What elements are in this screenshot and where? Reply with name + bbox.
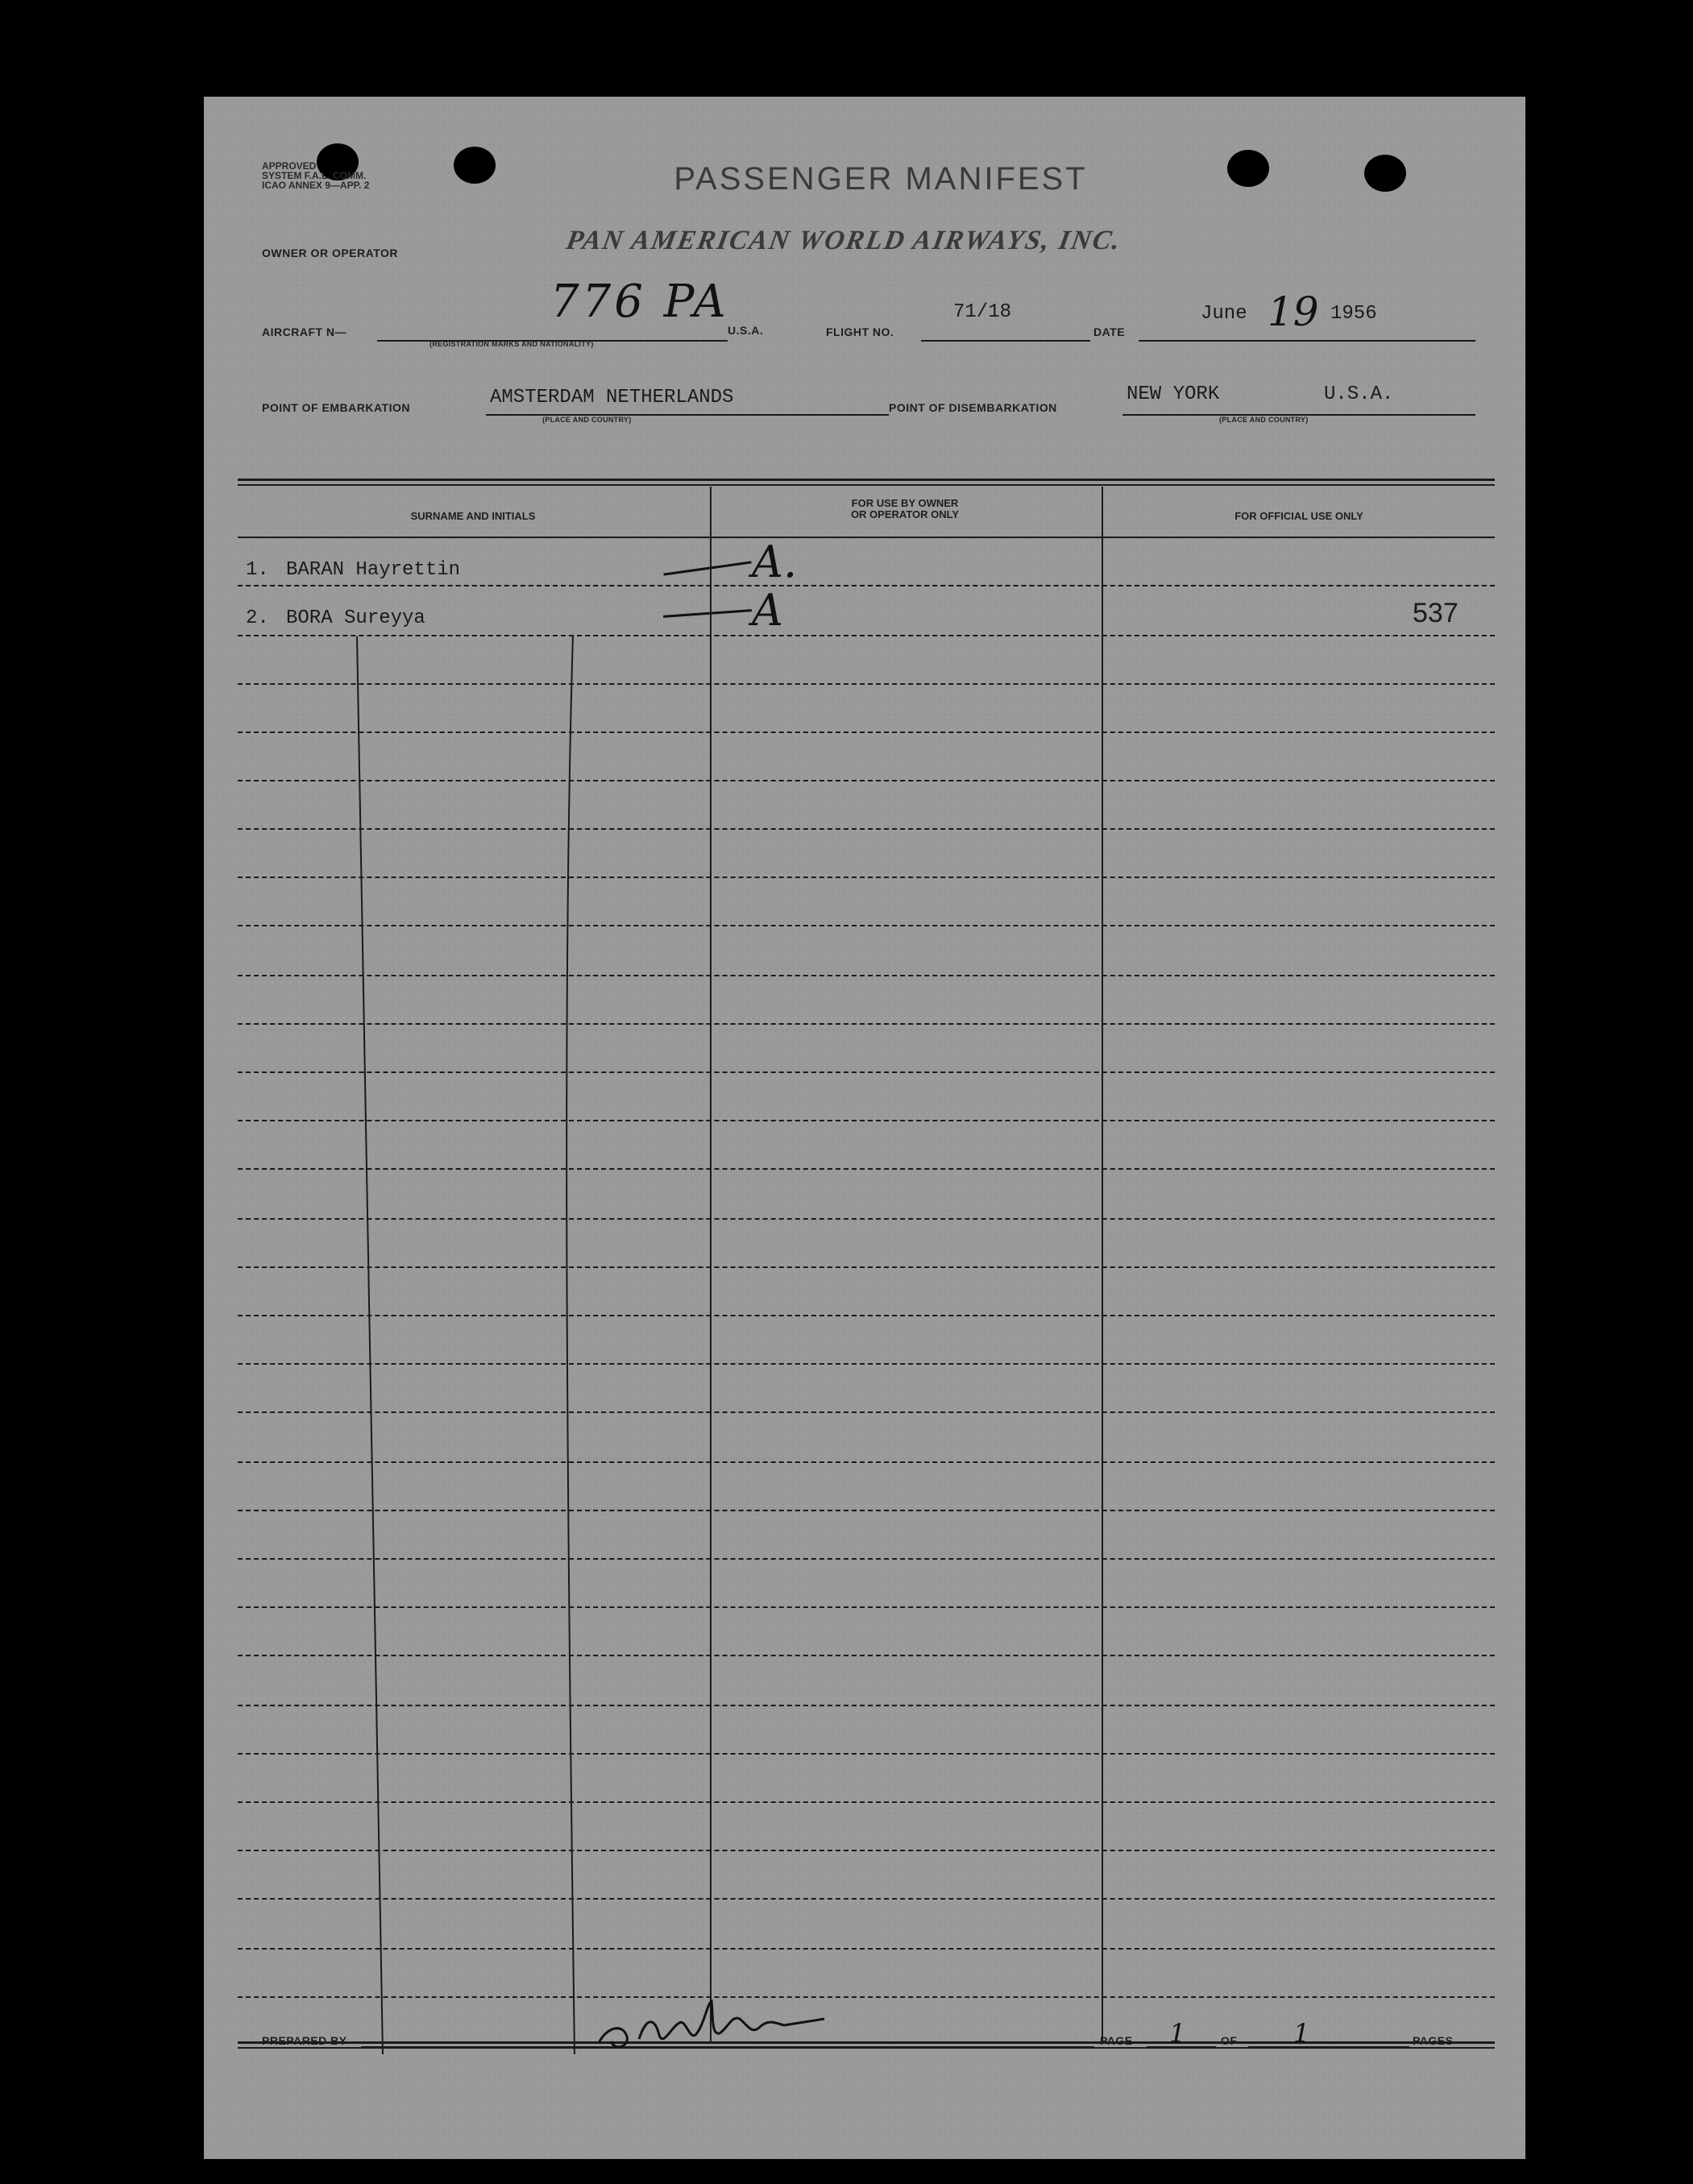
aircraft-value: 776 PA [550,276,729,328]
approval-line: APPROVED [262,160,317,172]
manifest-sheet [204,97,1525,2159]
approval-line: ICAO ANNEX 9—APP. 2 [262,180,370,191]
of-rule [1248,2046,1409,2048]
operator-mark: A. [752,537,798,587]
embarkation-value: AMSTERDAM NETHERLANDS [490,387,734,408]
approval-line: SYSTEM F.A.L. COMM. [262,170,367,181]
usa-label: U.S.A. [728,324,764,337]
date-year: 1956 [1330,303,1377,325]
date-month: June [1201,303,1247,325]
owner-label: OWNER OR OPERATOR [262,247,398,259]
form-title: PASSENGER MANIFEST [674,161,1088,197]
col-header-operator-line: FOR USE BY OWNER [851,497,959,509]
total-pages: 1 [1293,2018,1310,2049]
preparer-signature [591,1979,832,2059]
pages-label: PAGES [1413,2034,1454,2047]
col-header-official: FOR OFFICIAL USE ONLY [1234,510,1363,522]
col-header-surname: SURNAME AND INITIALS [410,510,536,522]
flight-label: FLIGHT NO. [826,325,894,338]
page-number: 1 [1169,2018,1186,2049]
date-label: DATE [1093,325,1126,338]
passenger-number: 1. [246,559,269,581]
place-caption: (PLACE AND COUNTRY) [1219,416,1309,424]
prepared-by-label: PREPARED BY [262,2034,347,2047]
date-day: 19 [1268,288,1319,335]
ditto-lines [204,97,1525,2159]
place-caption: (PLACE AND COUNTRY) [542,416,632,424]
registration-caption: (REGISTRATION MARKS AND NATIONALITY) [429,340,594,348]
operator-mark: A [752,585,783,636]
embarkation-label: POINT OF EMBARKATION [262,401,410,414]
passenger-name: BORA Sureyya [286,607,425,629]
page-label: PAGE [1100,2034,1133,2047]
owner-value: PAN AMERICAN WORLD AIRWAYS, INC. [563,226,1124,255]
passenger-name: BARAN Hayrettin [286,559,461,581]
aircraft-label: AIRCRAFT N— [262,325,347,338]
flight-value: 71/18 [953,301,1012,323]
disembarkation-city: NEW YORK [1127,383,1220,405]
of-label: OF [1221,2034,1238,2047]
official-number: 537 [1413,598,1459,628]
col-header-operator-line: OR OPERATOR ONLY [850,508,960,520]
passenger-number: 2. [246,607,269,629]
disembarkation-country: U.S.A. [1324,383,1394,405]
disembarkation-label: POINT OF DISEMBARKATION [889,401,1057,414]
